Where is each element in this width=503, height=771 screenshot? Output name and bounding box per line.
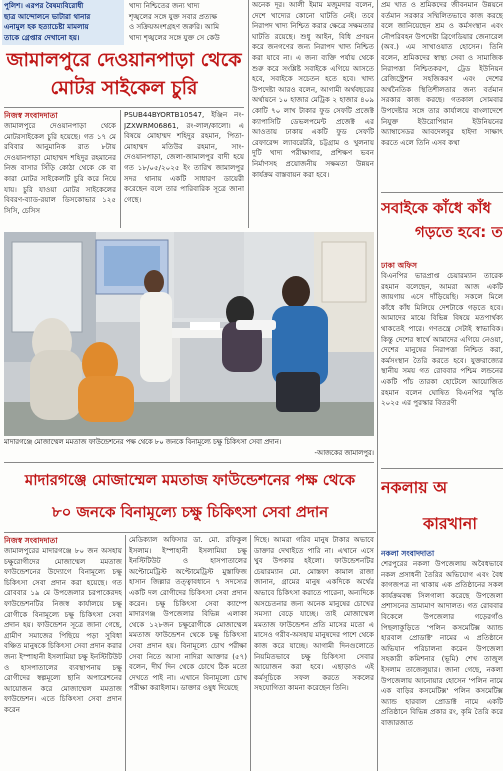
story-1-text-2: PSUB44BYORTB10547, ইঞ্জিন নং-JZXWRM06861, রং-লাল/কালো। এ বিষয়ে মোহাম্মদ শহিদুর রহমান, পিতা-মোহাম্মদ মতিউর রহমান, সাং-দেওয়ানপাড়া, জেলা-জামালপুর বাদী হয়ে গত ১৮/০৫/২০২৫ ইং তারিখ জামালপুর সদর থানায় একটি সাধারণ ডায়েরী করেছেন বলে তার পারিবারিক সূত্রে জানা গেছে। xyxy=(124,110,244,204)
top-mid-line-2: শৃঙ্খলের সঙ্গে যুক্ত সবার প্রত্যক্ষ xyxy=(129,11,218,21)
top-mid-line-4: খাদ্য শৃঙ্খলের সঙ্গে যুক্ত সে কেউ xyxy=(129,32,220,42)
story-2-text-3: দিছে। আমরা গরিব মানুষ টাকার অভাবে ডাক্তার দেখাইতে পারি না। এখানে এসে খুব উপকার হইলো। ফাউন্ডেশনটির চেয়ারম্যান মো. মোস্তফা কামাল রাজা জানান, গ্রামের মানুষ একদিকে অর্থের অভাবে চিকিৎসা করাতে পারেনা, অন্যদিকে অসচেতনার জন্য অনেক মানুষের চোখের সমস্যা বেড়ে যাচ্ছে। তাই মোজাম্মেল মমতাজ ফাউন্ডেশন প্রতি মাসের মতো এ মাসেও গরীব-অসহায় মানুষদের পাশে থেকে কাজ করে যাচ্ছে। আগামী দিনগুলোতে নিয়মিতভাবে চক্ষু চিকিৎসা সেবার আয়োজন করা হবে। এছাড়াও এই কর্মসূচিকে সফল করতে সকলের সহযোগিতা কামনা করেছেন তিনি। xyxy=(254,535,374,693)
mid-column-left-rule xyxy=(248,0,249,228)
right-bottom-headline-line-1: নকলায় অ xyxy=(381,478,448,497)
story-2-column-3 xyxy=(254,535,374,771)
photo-credit-text: -আজকের জামালপুর। xyxy=(314,449,374,457)
right-bottom-left-rule xyxy=(377,468,378,771)
right-headline-line-2: গড়তে হবে: ত xyxy=(415,223,503,241)
right-bottom-headline xyxy=(381,470,503,546)
story-2-divider-1 xyxy=(125,535,126,771)
story-1-byline: নিজস্ব সংবাদদাতা xyxy=(4,111,58,120)
right-story-text: বিএনপির ভারপ্রাপ্ত চেয়ারম্যান তারেক রহমান বলেছেন, আমরা আজ একটি জায়গায় এসে দাঁড়িয়েছি। সকলে মিলে কাঁধে কাঁধ মিলিয়ে দেশটাকে গড়তে হবে। আমাদের মাঝে বিভিন্ন বিষয়ে মতপার্থক্য থাকতেই পারে। গণতন্ত্রে সেটাই স্বাভাবিক। কিন্তু দেশের স্বার্থে আমাদের এগিয়ে নেওয়া, দেশের মানুষের নিরাপত্তা নিশ্চিত করা, কর্মসংস্থান তৈরি করতে হবে। যুক্তরাজ্যের স্থানীয় সময় গত রোববার পশ্চিম লন্ডনের একটি পাঁচ তারকা হোটেলে আয়োজিত রহমান বলেন ঘোষিত বিএনপির স্মৃতি ২০২৫ এর পুরস্কার বিতরণী xyxy=(381,271,503,408)
mid-column-story xyxy=(252,0,374,228)
top-mid-snippet xyxy=(127,0,247,45)
headline-1-line-1: জামালপুরে দেওয়ানপাড়া থেকে xyxy=(6,49,242,71)
story-2-text-2: মেডিক্যাল অফিসার ডা. মো. রফিকুল ইসলাম। ইস্পাহানী ইসলামিয়া চক্ষু ইনস্টিটিউট ও হাসপাতালের অপ্টোমেট্রিস্ট অপ্টোমেট্রিস্ট মুস্তাফিজ হাসান জিল্লার তত্ত্বাবধানে ৭ সদস্যের একটি দল রোগীদের চিকিৎসা সেবা প্রদান করেন। চক্ষু চিকিৎসা সেবা ক্যাম্পে মাদারগঞ্জ উপজেলার বিভিন্ন এলাকা থেকে ১২৮জন চক্ষুরোগীকে মোজাম্মেল মমতাজ ফাউন্ডেশন থেকে চক্ষু চিকিৎসা সেবা প্রদান হয়। বিনামূল্যে চোখ পরীক্ষা সেবা নিতে আসা নাদিরা আক্তার (৫৭) বলেন, দীর্ঘ দিন থেকে চোখে ঠিক মতো দেখতে পাই না। এখানে বিনামূল্যে চোখ পরীক্ষা করাইলাম। ডাক্তার ওষুধ দিয়েছে xyxy=(129,535,247,693)
photo-credit xyxy=(294,448,374,460)
story-1-column-2 xyxy=(124,110,244,228)
right-bottom-text: শেরপুরের নকলা উপজেলায় অবৈধভাবে নকল প্রসাধনী তৈরির অভিযোগ এবং বৈধ কাগজপত্র না থাকায় এক প্রতিষ্ঠানের সকল কার্যক্রমবন্ধ সিলগালা করেছে উপজেলা প্রশাসনের ভ্রাম্যমাণ আদালত। গত রোববার বিকেলে উপজেলার গড়েরগাঁও পিছলাকুড়িতে 'পলিন কসমেটিক্স অ্যান্ড হারবাল প্রোডাক্ট' নামের এ প্রতিষ্ঠানে অভিযান পরিচালনা করেন উপজেলা সহকারী কমিশনার (ভূমি) শেখ তাজুল ইসলাম তাজেলুয়ার। জানা গেছে, নকলা উপজেলায় আনোয়ার হোসেন 'পলিন নামে এক বাড়ির কসমেটিক্স' পলিন কসমেটিক্স অ্যান্ড হারবাল প্রোডাক্ট নামে একটি প্রতিষ্ঠানে বিভিন্ন প্রকার রং, কৃমি তৈরি করে বাজারজাত xyxy=(381,559,503,727)
top-left-snippet xyxy=(2,0,124,45)
photo-bottom-rule xyxy=(4,462,374,463)
right-story-byline: ঢাকা অফিস xyxy=(381,261,417,270)
headline-2-line-2: ৮০ জনকে বিনামূল্যে চক্ষু চিকিৎসা সেবা প্রদান xyxy=(51,503,329,521)
top-left-line-1: পুলিশ। এরপর বৈষম্যবিরোধী xyxy=(4,1,84,10)
top-left-line-3: এনামুল হক হত্যাচেষ্টা মামলায় xyxy=(4,22,89,32)
headline-2-line-1: মাদারগঞ্জে মোজাম্মেল মমতাজ ফাউন্ডেশনের পক্ষ থেকে xyxy=(24,471,356,489)
right-story-left-rule xyxy=(377,232,378,468)
top-left-line-2: ছাত্র আন্দোলনে ভাটারা থানার xyxy=(4,11,91,21)
photo-caption-text: মাদারগঞ্জে মোজাম্মেল মমতাজ ফাউন্ডেশনের পক্ষ থেকে ৮০ জনকে বিনামূল্যে চক্ষু চিকিৎসা সেবা প্রদান। xyxy=(4,438,282,446)
right-bottom-story xyxy=(381,548,503,771)
headline-2-rule xyxy=(4,532,376,533)
right-bottom-byline: নকলা সংবাদদাতা xyxy=(381,549,435,558)
eye-camp-photo xyxy=(4,232,374,436)
top-left-line-4: তাকে গ্রেপ্তার দেখানো হয়। xyxy=(4,32,80,42)
right-bottom-headline-line-2: কারখানা xyxy=(423,514,477,533)
headline-motorcycle-theft xyxy=(4,46,244,106)
right-top-text: প্রম খাত ও শ্রমিকদের জীবনমান উন্নয়নে বর্তমান সরকার সম্মিলিতভাবে কাজ করছে বলে জানিয়েছেন শ্রম ও কর্মসংস্থান এবং নৌপরিবহন উপদেষ্টা ব্রিগেডিয়ার জেনারেল (অব.) এম সাখাওয়াত হোসেন। তিনি বলেন, শ্রমিকদের স্বাস্থ্য সেবা ও সামাজিক নিরাপত্তা নিশ্চিতকরণ, ট্রেড ইউনিয়ন রেজিস্ট্রেশন সহজিকরণ এবং দেশের অর্থনৈতিক স্থিতিশীলতার জন্য বর্তমান সরকার কাজ করছে। গতকাল সোমবার উপদেষ্টার সঙ্গে তার কার্যালয়ে বাংলাদেশে নিযুক্ত ইউরোপিয়ান ইউনিয়নের অ্যাম্বাসেডর আবদেলবুর হাইদা সাক্ষাৎ করতে এলে তিনি এসব কথা xyxy=(381,0,503,147)
headline-1-line-2: মোটর সাইকেল চুরি xyxy=(50,77,198,99)
right-headline xyxy=(381,196,503,260)
eye-camp-photo-image xyxy=(4,232,374,436)
top-mid-line-1: খাদ্য নিশ্চিতের জন্য খাদ্য xyxy=(129,1,200,10)
story-1-column-1 xyxy=(4,110,116,228)
right-bottom-top-rule xyxy=(381,468,503,469)
mid-column-right-rule xyxy=(377,0,378,232)
story-2-divider-2 xyxy=(250,535,251,771)
story-1-divider xyxy=(120,110,121,228)
top-mid-line-3: ও সক্রিয়অংশগ্রহণ জরুরি। আমি xyxy=(129,22,220,32)
mid-column-text: অনেক দূর। আলী ইমাম মজুমদার বলেন, দেশে খাদ্যের কোনো ঘাটতি নেই। তবে নিরাপদ খাদ্য নিশ্চিত করার ক্ষেত্রে সক্ষমতার ঘাটতি রয়েছে। শুধু আইন, বিধি প্রণয়ন করে জনগণের জন্য নিরাপদ খাদ্য নিশ্চিত করা যাবে না। এ জন্য ব্যক্তি পর্যায় থেকে শুরু করে সংশ্লিষ্ট সবাইকে এগিয়ে আসতে হবে, সবাইকে সচেতন হতে হবে। খাদ্য উপদেষ্টা আরও বলেন, আগামী অর্থবছরের অর্থায়নে ১০ হাজার মেট্রিক ২ হাজার ৪০৯ কোটি ৭০ লাখ টাকার ফুড সেফটি প্রজেক্ট ক্যাপাসিটি ডেভলপমেন্ট প্রজেক্ট এর আওতায় ঢাকায় একটি ফুড সেফটি রেফারেন্স ল্যাবরেটরি, চট্টগ্রাম ও খুলনায় দুটি খাদ্য পরীক্ষাগার, প্রশিক্ষণ ভবন নির্মাণসহ প্রয়োজনীয় সক্ষমতা উন্নয়ন কার্যক্রম বাস্তবায়ন করা হবে। xyxy=(252,0,374,179)
story-2-column-2 xyxy=(129,535,247,771)
headline-1-rule xyxy=(4,107,244,108)
story-2-column-1 xyxy=(4,535,122,771)
right-story xyxy=(381,260,503,466)
story-2-text-1: জামালপুরের মাদারগঞ্জে ৮০ জন অসহায় চক্ষুরোগীদের মোজাম্মেল মমতাজ ফাউন্ডেশনের উদ্যোগে বিনামূল্যে চক্ষু চিকিৎসা সেবা প্রদান করা হয়েছে। গত রোববার ১৯ মে উপজেলার চরপাকেরদহ ফাউন্ডেশনটির নিজস্ব কার্যালয়ে চক্ষু রোগীকে বিনামূল্যে চক্ষু চিকিৎসা সেবা প্রদান হয়। ফাউন্ডেশন সূত্রে জানা গেছে, গ্রামীণ সমাজের পিছিয়ে পড়া সুবিধা বঞ্চিত মানুষকে চিকিৎসা সেবা প্রদান করার জন্য ইস্পাহানী ইসলামিয়া চক্ষু ইনস্টিটিউট ও হাসপাতালের ব্যবস্থাপনায় চক্ষু রোগীদের স্বল্পমূল্যে ছানি অপারেশনের আয়োজন করে মোজাম্মেল মমতাজ ফাউন্ডেশন। এতে চিকিৎসা সেবা প্রদান করেন xyxy=(4,546,122,714)
headline-eye-camp xyxy=(4,464,376,530)
story-2-byline: নিজস্ব সংবাদদাতা xyxy=(4,536,58,545)
right-top-story xyxy=(381,0,503,190)
right-headline-line-1: সবাইকে কাঁধে কাঁধ xyxy=(381,199,491,217)
right-top-rule xyxy=(381,192,503,193)
story-1-text-1: জামালপুরে দেওয়ানপাড়া থেকে মোটরসাইকেল চুরি হয়েছে। গত ১৭ মে রবিবার আনুমানিক রাত ৮টায় দেওয়ানপাড়া মোহাম্মদ শহিদুর রহমানের নিজ বাসার সিঁড়ি কোঠা থেকে কে বা কারা মোটর সাইকেলটি চুরি করে নিয়ে যায়। চুরি যাওয়া মোটর সাইকেলের বিবরণ-ব্যাড-রয়াল ডিসকোভার ১২৫ সিসি, চেসিস xyxy=(4,121,116,215)
